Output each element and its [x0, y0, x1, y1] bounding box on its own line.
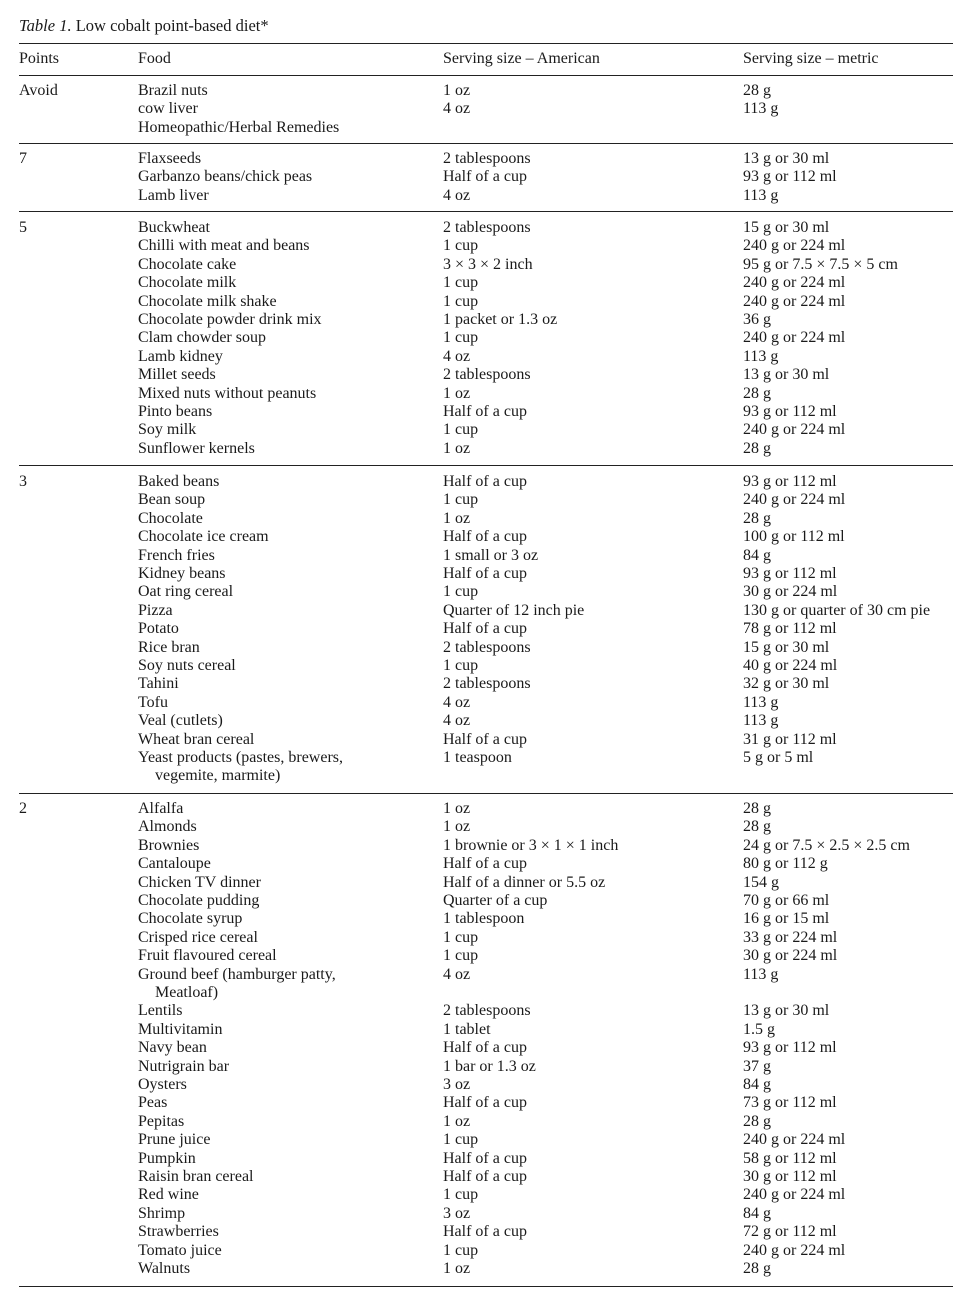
serving-american: Half of a cup [443, 168, 527, 186]
food-name-line: Soy nuts cereal [138, 657, 236, 674]
serving-metric: 113 g [743, 693, 779, 711]
food-name-line: Millet seeds [138, 366, 216, 384]
food-name-line: cow liver [138, 100, 198, 118]
food-name-line: Chocolate ice cream [138, 528, 269, 546]
food-name-line: Multivitamin [138, 1020, 223, 1038]
serving-metric: 93 g or 112 ml [743, 565, 837, 582]
food-name [138, 528, 269, 546]
food-name [138, 1076, 187, 1094]
group-separator-rule [19, 211, 953, 212]
food-name [138, 329, 266, 347]
serving-metric: 28 g [743, 509, 771, 527]
food-name [138, 602, 173, 620]
food-name-line: Pizza [138, 601, 173, 619]
serving-american: Half of a cup [443, 1094, 527, 1112]
food-name [138, 348, 223, 366]
serving-american: 1 oz [443, 439, 471, 457]
serving-american: 1 cup [443, 491, 479, 509]
food-name-line: Raisin bran cereal [138, 1168, 254, 1185]
food-name [138, 818, 197, 836]
serving-american: 1 cup [443, 292, 479, 310]
food-name [138, 565, 226, 583]
food-name [138, 731, 254, 749]
food-name-line: Veal (cutlets) [138, 712, 223, 730]
serving-metric: 32 g or 30 ml [743, 675, 830, 693]
serving-metric: 28 g [743, 384, 771, 402]
food-name [138, 510, 203, 528]
food-name [138, 187, 209, 205]
serving-metric: 113 g [743, 186, 779, 204]
serving-metric: 93 g or 112 ml [743, 403, 837, 420]
serving-american: 4 oz [443, 712, 471, 730]
food-name [138, 1150, 196, 1168]
group-separator-rule [19, 793, 953, 794]
header-serving-american: Serving size – American [443, 50, 600, 67]
points-value: 2 [19, 800, 27, 817]
serving-american: 1 cup [443, 329, 479, 347]
serving-american: 1 brownie or 3 × 1 × 1 inch [443, 836, 619, 854]
serving-metric: 240 g or 224 ml [743, 1241, 846, 1259]
serving-american: 2 tablespoons [443, 366, 531, 384]
group-separator-rule [19, 143, 953, 144]
serving-american: 4 oz [443, 100, 471, 118]
food-name [138, 583, 233, 601]
serving-american: 3 oz [443, 1076, 471, 1093]
food-name [138, 366, 216, 384]
serving-american: 1 cup [443, 1186, 479, 1204]
serving-american: 1 cup [443, 1131, 479, 1149]
serving-american: Half of a cup [443, 620, 527, 638]
food-name [138, 1002, 182, 1020]
serving-american: Half of a cup [443, 1168, 527, 1185]
serving-american: 1 cup [443, 657, 479, 674]
serving-american: 2 tablespoons [443, 219, 531, 236]
food-name-line: Navy bean [138, 1039, 207, 1057]
serving-american: 1 oz [443, 818, 471, 836]
food-name-line: Ground beef (hamburger patty, [138, 965, 336, 983]
food-name-line: Tahini [138, 675, 179, 693]
serving-metric: 113 g [743, 347, 779, 365]
serving-american: 4 oz [443, 186, 471, 204]
food-name-line: Strawberries [138, 1223, 219, 1241]
serving-metric: 130 g or quarter of 30 cm pie [743, 601, 931, 619]
serving-metric: 93 g or 112 ml [743, 473, 837, 490]
header-rule [19, 75, 953, 76]
food-name-line: Chocolate cake [138, 255, 237, 273]
serving-american: 1 cup [443, 928, 479, 946]
food-name [138, 639, 200, 657]
serving-metric: 28 g [743, 1260, 771, 1277]
food-name-continuation: Meatloaf) [155, 984, 219, 1001]
food-name [138, 150, 201, 168]
food-name-line: Oysters [138, 1076, 187, 1093]
food-name [138, 837, 199, 855]
food-name-line: Soy milk [138, 421, 197, 439]
header-serving-metric: Serving size – metric [743, 50, 879, 67]
serving-american: Half of a cup [443, 528, 527, 546]
food-name [138, 219, 210, 237]
food-name-line: Fruit flavoured cereal [138, 947, 277, 965]
points-value: 3 [19, 473, 27, 490]
food-name [138, 910, 242, 928]
food-name-line: Lamb kidney [138, 347, 223, 365]
serving-american: Half of a cup [443, 730, 527, 748]
serving-american: 2 tablespoons [443, 150, 531, 167]
serving-american: 1 cup [443, 237, 479, 255]
food-name [138, 966, 336, 1003]
serving-american: Half of a cup [443, 565, 527, 582]
food-name [138, 712, 223, 730]
serving-american: Quarter of a cup [443, 892, 548, 909]
serving-american: 4 oz [443, 965, 471, 983]
serving-metric: 84 g [743, 546, 771, 564]
food-name-line: Tofu [138, 693, 168, 711]
serving-metric: 240 g or 224 ml [743, 292, 846, 310]
food-name [138, 311, 322, 329]
food-name-line: Sunflower kernels [138, 439, 255, 457]
serving-metric: 72 g or 112 ml [743, 1223, 837, 1241]
food-name-line: Yeast products (pastes, brewers, [138, 749, 343, 766]
table-bottom-rule [19, 1286, 953, 1287]
food-name-line: Brownies [138, 836, 200, 854]
food-name-line: Garbanzo beans/chick peas [138, 168, 313, 186]
table-title: Low cobalt point-based diet* [75, 16, 269, 35]
serving-metric: 30 g or 112 ml [743, 1168, 837, 1185]
serving-american: 1 oz [443, 800, 471, 817]
serving-metric: 113 g [743, 100, 779, 118]
food-name-line: Chocolate syrup [138, 910, 243, 928]
serving-metric: 58 g or 112 ml [743, 1149, 837, 1167]
serving-american: 2 tablespoons [443, 1002, 531, 1020]
serving-metric: 113 g [743, 712, 779, 730]
serving-metric: 84 g [743, 1076, 771, 1093]
food-name-line: Lentils [138, 1002, 183, 1020]
serving-metric: 240 g or 224 ml [743, 1186, 846, 1204]
food-name-line: Pepitas [138, 1112, 185, 1130]
food-name-line: Brazil nuts [138, 82, 208, 99]
food-name-line: Wheat bran cereal [138, 730, 255, 748]
food-name [138, 1113, 184, 1131]
food-name-line: Chocolate [138, 509, 203, 527]
serving-american: Half of a cup [443, 1039, 527, 1057]
serving-metric: 24 g or 7.5 × 2.5 × 2.5 cm [743, 836, 910, 854]
food-name [138, 119, 339, 137]
food-name-line: Crisped rice cereal [138, 928, 258, 946]
header-points: Points [19, 50, 60, 67]
serving-american: 1 cup [443, 274, 479, 292]
serving-metric: 5 g or 5 ml [743, 749, 814, 766]
serving-metric: 240 g or 224 ml [743, 1131, 846, 1149]
food-name-line: Chocolate milk [138, 274, 237, 292]
food-name-line: Buckwheat [138, 219, 210, 236]
food-name [138, 657, 236, 675]
serving-metric: 240 g or 224 ml [743, 421, 846, 439]
food-name-line: Cantaloupe [138, 855, 211, 873]
food-name [138, 168, 312, 186]
food-name [138, 293, 277, 311]
group-separator-rule [19, 465, 953, 466]
food-name-line: Flaxseeds [138, 150, 202, 167]
serving-metric: 93 g or 112 ml [743, 1039, 837, 1057]
serving-american: 2 tablespoons [443, 675, 531, 693]
serving-american: Half of a cup [443, 473, 527, 490]
serving-american: 1 tablespoon [443, 910, 525, 928]
food-name-line: Clam chowder soup [138, 329, 266, 347]
food-name-line: Lamb liver [138, 186, 209, 204]
serving-metric: 240 g or 224 ml [743, 329, 846, 347]
serving-metric: 30 g or 224 ml [743, 583, 838, 601]
serving-american: Half of a cup [443, 403, 527, 420]
serving-american: 4 oz [443, 347, 471, 365]
serving-metric: 15 g or 30 ml [743, 219, 830, 236]
food-name [138, 82, 208, 100]
food-name [138, 547, 215, 565]
food-name [138, 440, 255, 458]
food-name [138, 1205, 185, 1223]
food-name-line: Almonds [138, 818, 197, 836]
food-name-line: Alfalfa [138, 800, 184, 817]
serving-metric: 1.5 g [743, 1020, 775, 1038]
serving-metric: 113 g [743, 965, 779, 983]
serving-american: 3 × 3 × 2 inch [443, 255, 533, 273]
serving-metric: 16 g or 15 ml [743, 910, 830, 928]
food-name-line: Tomato juice [138, 1241, 222, 1259]
food-name-line: Prune juice [138, 1131, 211, 1149]
serving-american: 1 cup [443, 583, 479, 601]
table-top-rule [19, 43, 953, 44]
food-name [138, 800, 183, 818]
food-name-line: Kidney beans [138, 565, 226, 582]
food-name [138, 256, 236, 274]
food-name [138, 1186, 199, 1204]
food-name [138, 855, 211, 873]
food-name-line: Red wine [138, 1186, 199, 1204]
points-value: 7 [19, 150, 27, 167]
serving-metric: 240 g or 224 ml [743, 491, 846, 509]
serving-metric: 33 g or 224 ml [743, 928, 838, 946]
serving-metric: 100 g or 112 ml [743, 528, 845, 546]
serving-american: 1 oz [443, 82, 471, 99]
food-name-line: Chicken TV dinner [138, 873, 261, 891]
food-name [138, 1260, 190, 1278]
food-name [138, 1168, 254, 1186]
serving-metric: 13 g or 30 ml [743, 150, 830, 167]
food-name-line: Bean soup [138, 491, 206, 509]
serving-metric: 28 g [743, 82, 771, 99]
food-name-line: Homeopathic/Herbal Remedies [138, 118, 340, 136]
serving-metric: 13 g or 30 ml [743, 366, 830, 384]
food-name-continuation: vegemite, marmite) [155, 767, 281, 785]
food-name [138, 385, 316, 403]
serving-american: Half of a cup [443, 855, 527, 873]
serving-american: 1 cup [443, 421, 479, 439]
serving-metric: 70 g or 66 ml [743, 892, 830, 909]
serving-metric: 30 g or 224 ml [743, 947, 838, 965]
food-name [138, 1021, 222, 1039]
table-caption [19, 16, 269, 36]
food-name [138, 1058, 229, 1076]
points-value: 5 [19, 219, 27, 236]
serving-american: 1 tablet [443, 1020, 491, 1038]
serving-american: 2 tablespoons [443, 638, 531, 656]
serving-american: 1 oz [443, 384, 471, 402]
food-name [138, 1223, 219, 1241]
food-name [138, 237, 310, 255]
serving-metric: 78 g or 112 ml [743, 620, 837, 638]
serving-metric: 15 g or 30 ml [743, 638, 830, 656]
serving-american: 1 packet or 1.3 oz [443, 311, 558, 328]
serving-metric: 36 g [743, 311, 771, 328]
serving-metric: 40 g or 224 ml [743, 657, 838, 674]
serving-metric: 28 g [743, 439, 771, 457]
serving-american: 3 oz [443, 1204, 471, 1222]
points-value: Avoid [19, 82, 58, 99]
food-name-line: Shrimp [138, 1204, 186, 1222]
food-name [138, 421, 196, 439]
serving-american: Half of a cup [443, 1149, 527, 1167]
food-name [138, 100, 198, 118]
food-name [138, 874, 261, 892]
food-name-line: French fries [138, 546, 215, 564]
food-name [138, 403, 212, 421]
food-name-line: Chocolate powder drink mix [138, 311, 322, 328]
food-name [138, 947, 277, 965]
serving-american: 1 cup [443, 1241, 479, 1259]
serving-metric: 37 g [743, 1057, 771, 1075]
food-name [138, 274, 236, 292]
food-name [138, 1039, 207, 1057]
serving-metric: 28 g [743, 818, 771, 836]
food-name-line: Pumpkin [138, 1149, 196, 1167]
food-name-line: Oat ring cereal [138, 583, 234, 601]
food-name-line: Potato [138, 620, 179, 638]
table-label: Table 1. [19, 16, 72, 35]
food-name [138, 892, 259, 910]
food-name-line: Mixed nuts without peanuts [138, 384, 317, 402]
serving-metric: 154 g [743, 873, 779, 891]
serving-american: Half of a cup [443, 1223, 527, 1241]
food-name [138, 473, 219, 491]
serving-american: 1 oz [443, 509, 471, 527]
serving-metric: 84 g [743, 1204, 771, 1222]
food-name-line: Peas [138, 1094, 168, 1112]
serving-american: 4 oz [443, 693, 471, 711]
serving-metric: 80 g or 112 g [743, 855, 828, 873]
food-name [138, 1242, 222, 1260]
serving-american: 1 oz [443, 1260, 471, 1277]
serving-american: Quarter of 12 inch pie [443, 601, 585, 619]
food-name [138, 1131, 210, 1149]
serving-american: 1 bar or 1.3 oz [443, 1057, 536, 1075]
food-name-line: Walnuts [138, 1260, 191, 1277]
serving-american: 1 cup [443, 947, 479, 965]
serving-metric: 240 g or 224 ml [743, 274, 846, 292]
food-name [138, 694, 168, 712]
serving-american: Half of a dinner or 5.5 oz [443, 873, 606, 891]
food-name-line: Pinto beans [138, 403, 213, 420]
header-food: Food [138, 50, 171, 67]
food-name-line: Chocolate milk shake [138, 292, 277, 310]
food-name [138, 620, 179, 638]
serving-metric: 28 g [743, 1112, 771, 1130]
serving-metric: 73 g or 112 ml [743, 1094, 837, 1112]
food-name-line: Nutrigrain bar [138, 1057, 230, 1075]
food-name [138, 749, 343, 786]
food-name [138, 675, 179, 693]
food-name-line: Rice bran [138, 638, 200, 656]
food-name [138, 491, 205, 509]
food-name [138, 929, 258, 947]
serving-american: 1 oz [443, 1112, 471, 1130]
serving-american: 1 teaspoon [443, 749, 512, 766]
serving-metric: 28 g [743, 800, 771, 817]
serving-metric: 95 g or 7.5 × 7.5 × 5 cm [743, 255, 898, 273]
serving-metric: 240 g or 224 ml [743, 237, 846, 255]
food-name-line: Chocolate pudding [138, 892, 260, 909]
serving-metric: 31 g or 112 ml [743, 730, 837, 748]
serving-metric: 93 g or 112 ml [743, 168, 837, 186]
food-name-line: Chilli with meat and beans [138, 237, 310, 255]
serving-american: 1 small or 3 oz [443, 546, 539, 564]
food-name [138, 1094, 167, 1112]
food-name-line: Baked beans [138, 473, 220, 490]
serving-metric: 13 g or 30 ml [743, 1002, 830, 1020]
